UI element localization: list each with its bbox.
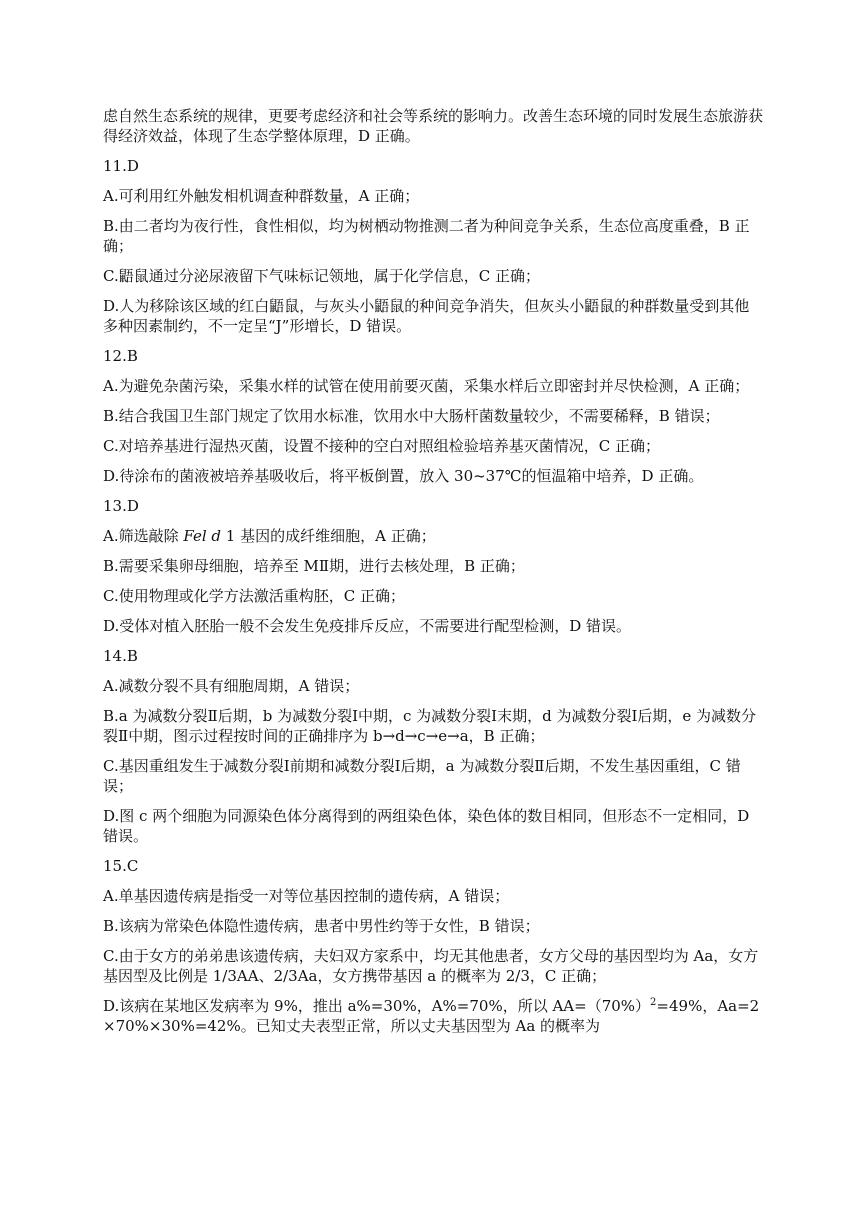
q11-option-d: D.人为移除该区域的红白鼯鼠，与灰头小鼯鼠的种间竞争消失，但灰头小鼯鼠的种群数量受到其他多种因素制约，不一定呈“J”形增长，D 错误。 (103, 297, 750, 335)
paragraph-continuation: 虑自然生态系统的规律，更要考虑经济和社会等系统的影响力。改善生态环境的同时发展生态旅游获得经济效益，体现了生态学整体原理，D 正确。 (103, 107, 764, 145)
q12-option-a: A.为避免杂菌污染，采集水样的试管在使用前要灭菌，采集水样后立即密封并尽快检测，A 正确； (103, 377, 750, 395)
q11-option-c: C.鼯鼠通过分泌尿液留下气味标记领地，属于化学信息，C 正确； (103, 267, 540, 285)
question-14-answer: 14.B (103, 647, 138, 665)
q12-option-c: C.对培养基进行湿热灭菌，设置不接种的空白对照组检验培养基灭菌情况，C 正确； (103, 437, 660, 455)
q15-option-d-part1: D.该病在某地区发病率为 9%，推出 a%=30%，A%=70%，所以 AA=（70%） (103, 997, 651, 1015)
question-11-answer: 11.D (103, 157, 139, 175)
q13-option-a (103, 526, 763, 546)
q11-option-a: A.可利用红外触发相机调查种群数量，A 正确； (103, 187, 420, 205)
question-12-answer: 12.B (103, 347, 138, 365)
q15-option-c: C.由于女方的弟弟患该遗传病，夫妇双方家系中，均无其他患者，女方父母的基因型均为 Aa，女方基因型及比例是 1/3AA、2/3Aa，女方携带基因 a 的概率为 2/3，C 正确； (103, 947, 759, 985)
q13-option-a-prefix: A.筛选敲除 (103, 527, 184, 545)
question-13-answer: 13.D (103, 497, 139, 515)
q14-option-a: A.减数分裂不具有细胞周期，A 错误； (103, 677, 360, 695)
q15-option-d (103, 996, 763, 1036)
answer-explanations (103, 106, 763, 1046)
gene-name: Fel d (183, 527, 222, 545)
q15-option-b: B.该病为常染色体隐性遗传病，患者中男性约等于女性，B 错误； (103, 917, 540, 935)
question-15-answer: 15.C (103, 857, 139, 875)
q13-option-b: B.需要采集卵母细胞，培养至 MⅡ期，进行去核处理，B 正确； (103, 557, 525, 575)
superscript: 2 (650, 997, 657, 1008)
q15-option-a: A.单基因遗传病是指受一对等位基因控制的遗传病，A 错误； (103, 887, 510, 905)
q11-option-b: B.由二者均为夜行性，食性相似，均为树栖动物推测二者为种间竞争关系，生态位高度重叠，B 正确； (103, 217, 750, 255)
q12-option-b: B.结合我国卫生部门规定了饮用水标准，饮用水中大肠杆菌数量较少，不需要稀释，B 错误； (103, 407, 720, 425)
q14-option-b: B.a 为减数分裂Ⅱ后期，b 为减数分裂Ⅰ中期，c 为减数分裂Ⅰ末期，d 为减数分裂Ⅰ后期，e 为减数分裂Ⅱ中期，图示过程按时间的正确排序为 b→d→c→e→a，B 正确； (103, 707, 757, 745)
q13-option-c: C.使用物理或化学方法激活重构胚，C 正确； (103, 587, 405, 605)
q13-option-d: D.受体对植入胚胎一般不会发生免疫排斥反应，不需要进行配型检测，D 错误。 (103, 617, 632, 635)
q14-option-c: C.基因重组发生于减数分裂Ⅰ前期和减数分裂Ⅰ后期，a 为减数分裂Ⅱ后期，不发生基因重组，C 错误； (103, 757, 741, 795)
q14-option-d: D.图 c 两个细胞为同源染色体分离得到的两组染色体，染色体的数目相同，但形态不一定相同，D 错误。 (103, 807, 750, 845)
q13-option-a-suffix: 1 基因的成纤维细胞，A 正确； (221, 527, 436, 545)
q12-option-d: D.待涂布的菌液被培养基吸收后，将平板倒置，放入 30~37℃的恒温箱中培养，D 正确。 (103, 467, 704, 485)
q15-option-d-part2: =49%，Aa=2×70%×30%=42%。已知丈夫表型正常，所以丈夫基因型为 Aa 的概率为 (103, 997, 760, 1035)
